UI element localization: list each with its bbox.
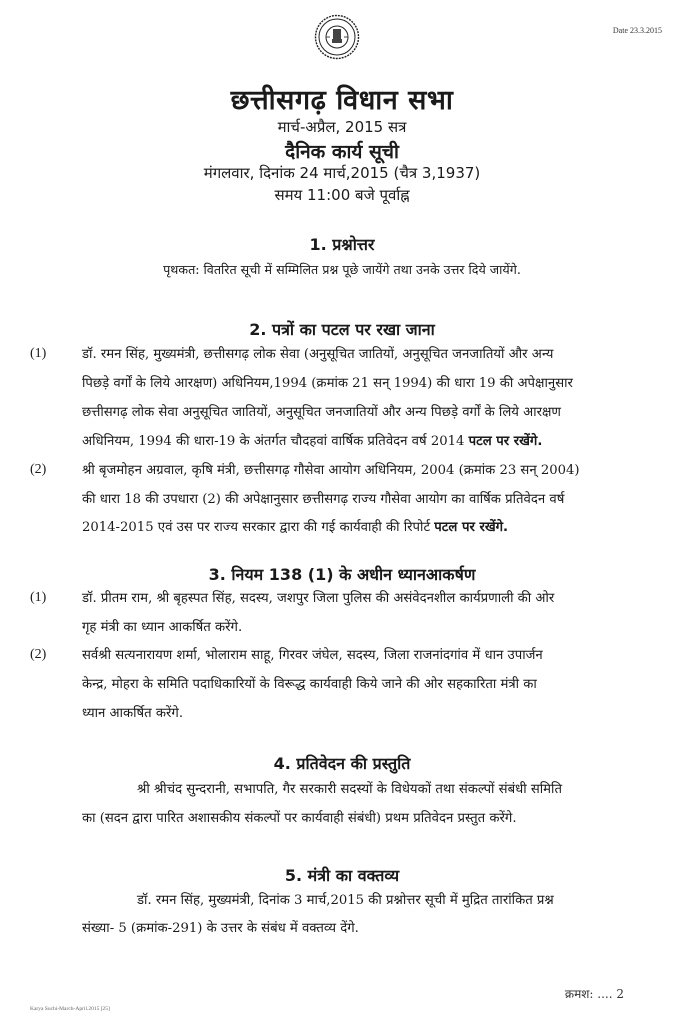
item-line-text: अधिनियम, 1994 की धारा-19 के अंतर्गत चौदहवां वार्षिक प्रतिवेदन वर्ष 2014: [82, 434, 469, 449]
item-line: डॉ. प्रीतम राम, श्री बृहस्पत सिंह, सदस्य, जशपुर जिला पुलिस की असंवेदनशील कार्यप्रणाली की ओर: [82, 591, 555, 606]
section-text: का (सदन द्वारा पारित अशासकीय संकल्पों पर कार्यवाही संबंधी) प्रथम प्रतिवेदन प्रस्तुत करेंगे.: [82, 811, 517, 826]
session-label: मार्च-अप्रैल, 2015 सत्र: [277, 118, 407, 136]
item-line-bold: पटल पर रखेंगे.: [434, 520, 509, 535]
item-line: गृह मंत्री का ध्यान आकर्षित करेंगे.: [82, 620, 243, 635]
item-line: डॉ. रमन सिंह, मुख्यमंत्री, छत्तीसगढ़ लोक सेवा (अनुसूचित जातियों, अनुसूचित जनजातियों और अन्य: [82, 347, 554, 362]
section-heading-questions: 1. प्रश्नोत्तर: [309, 235, 375, 254]
section-text: संख्या- 5 (क्रमांक-291) के उत्तर के संबंध में वक्तव्य देंगे.: [82, 921, 359, 936]
section-heading-report: 4. प्रतिवेदन की प्रस्तुति: [273, 754, 411, 773]
item-line: की धारा 18 की उपधारा (2) की अपेक्षानुसार छत्तीसगढ़ राज्य गौसेवा आयोग का वार्षिक प्रतिवेदन वर्ष: [82, 492, 565, 507]
section-heading-calling-attention: 3. नियम 138 (1) के अधीन ध्यानआकर्षण: [208, 565, 476, 584]
item-line-text: 2014-2015 एवं उस पर राज्य सरकार द्वारा की गई कार्यवाही की रिपोर्ट: [82, 520, 435, 535]
item-number: (1): [30, 590, 47, 605]
file-reference: Karya Suchi-March-April.2015 [25]: [30, 1006, 110, 1012]
item-line: ध्यान आकर्षित करेंगे.: [82, 706, 184, 721]
item-line: पिछड़े वर्गों के लिये आरक्षण) अधिनियम,1994 (क्रमांक 21 सन् 1994) की धारा 19 की अपेक्षानुसार: [82, 376, 573, 391]
item-line: केन्द्र, मोहरा के समिति पदाधिकारियों के विरूद्ध कार्यवाही किये जाने की ओर सहकारिता मंत्री का: [82, 677, 537, 692]
section-text: श्री श्रीचंद सुन्दरानी, सभापति, गैर सरकारी सदस्यों के विधेयकों तथा संकल्पों संबंधी समिति: [137, 782, 562, 797]
item-number: (2): [30, 462, 47, 477]
section-heading-minister-statement: 5. मंत्री का वक्तव्य: [284, 866, 400, 885]
section-text: पृथकत: वितरित सूची में सम्मिलित प्रश्न पूछे जायेंगे तथा उनके उत्तर दिये जायेंगे.: [163, 262, 521, 277]
section-heading-papers: 2. पत्रों का पटल पर रखा जाना: [249, 320, 435, 339]
item-line: [82, 520, 508, 536]
item-number: (2): [30, 647, 47, 662]
item-number: (1): [30, 346, 47, 361]
vidhan-sabha-seal-icon: [314, 14, 360, 60]
item-line-bold: पटल पर रखेंगे.: [468, 434, 543, 449]
agenda-time: समय 11:00 बजे पूर्वाह्न: [274, 186, 410, 204]
section-text: डॉ. रमन सिंह, मुख्यमंत्री, दिनांक 3 मार्च,2015 की प्रश्नोत्तर सूची में मुद्रित तारांकित प्रश्न: [137, 893, 554, 908]
assembly-title: छत्तीसगढ़ विधान सभा: [230, 85, 454, 116]
item-line: सर्वश्री सत्यनारायण शर्मा, भोलाराम साहू, गिरवर जंघेल, सदस्य, जिला राजनांदगांव में धान उपार्जन: [82, 648, 543, 663]
item-line: छत्तीसगढ़ लोक सेवा अनुसूचित जातियों, अनुसूचित जनजातियों और अन्य पिछड़े वर्गों के लिये आरक्षण: [82, 405, 561, 420]
document-date: Date 23.3.2015: [612, 26, 662, 35]
continued-marker: क्रमश: .... 2: [564, 987, 624, 1001]
agenda-date: मंगलवार, दिनांक 24 मार्च,2015 (चैत्र 3,1937): [203, 164, 481, 182]
item-line: श्री बृजमोहन अग्रवाल, कृषि मंत्री, छत्तीसगढ़ गौसेवा आयोग अधिनियम, 2004 (क्रमांक 23 सन् 2004): [82, 463, 580, 478]
agenda-title: दैनिक कार्य सूची: [285, 141, 399, 163]
item-line: [82, 434, 542, 450]
